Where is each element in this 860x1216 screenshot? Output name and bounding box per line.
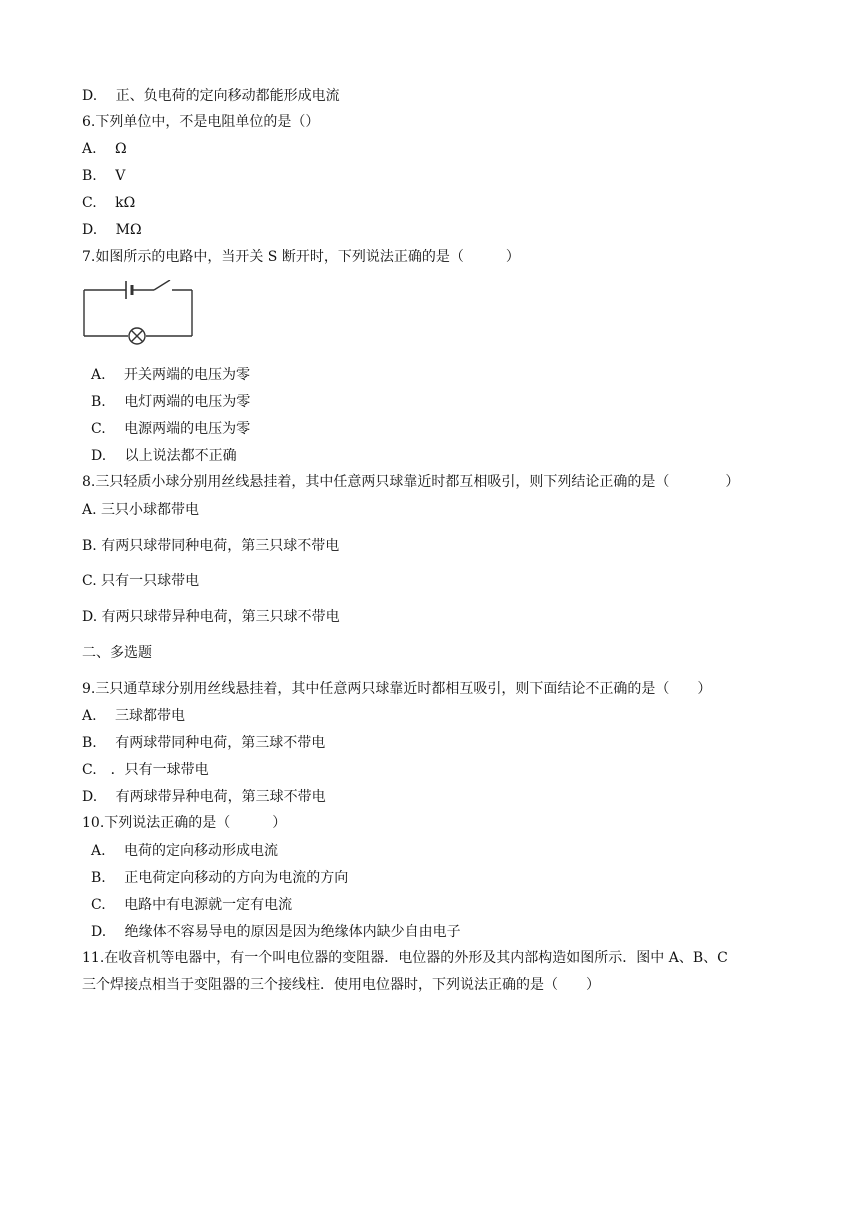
battery-icon [126,281,132,299]
q10-option-a: A. 电荷的定向移动形成电流 [91,843,279,859]
q10-option-b: B. 正电荷定向移动的方向为电流的方向 [91,870,349,886]
section-heading-multiple-choice: 二、多选题 [82,645,152,661]
q7-option-d: D. 以上说法都不正确 [91,448,237,464]
q9-stem: 9.三只通草球分别用丝线悬挂着，其中任意两只球靠近时都相互吸引，则下面结论不正确的是（ ） [82,681,712,697]
q8-option-a: A. 三只小球都带电 [82,502,200,518]
q7-option-a: A. 开关两端的电压为零 [91,367,251,383]
q10-stem: 10.下列说法正确的是（ ） [82,815,287,831]
q9-option-b: B. 有两球带同种电荷，第三球不带电 [82,735,326,751]
q6-option-c: C. kΩ [82,195,136,211]
q7-option-b: B. 电灯两端的电压为零 [91,394,251,410]
q10-option-d: D. 绝缘体不容易导电的原因是因为绝缘体内缺少自由电子 [91,924,461,940]
q6-option-b: B. V [82,168,126,184]
q9-option-c: C. ．只有一球带电 [82,762,209,778]
q6-option-d: D. MΩ [82,222,142,238]
q8-option-b: B. 有两只球带同种电荷，第三只球不带电 [82,538,340,554]
q8-stem: 8.三只轻质小球分别用丝线悬挂着，其中任意两只球靠近时都互相吸引，则下列结论正确的是（ ） [82,474,740,490]
q7-option-c: C. 电源两端的电压为零 [91,421,251,437]
circuit-diagram [82,280,196,346]
q10-option-c: C. 电路中有电源就一定有电流 [91,897,293,913]
q8-option-c: C. 只有一只球带电 [82,573,200,589]
q9-option-d: D. 有两球带异种电荷，第三球不带电 [82,789,326,805]
lamp-icon [129,328,145,344]
q5-option-d: D. 正、负电荷的定向移动都能形成电流 [82,88,340,104]
q7-stem: 7.如图所示的电路中，当开关 S 断开时，下列说法正确的是（ ） [82,249,520,265]
q9-option-a: A. 三球都带电 [82,708,186,724]
q11-stem-line-1: 11.在收音机等电器中，有一个叫电位器的变阻器．电位器的外形及其内部构造如图所示．图中 A、B、C [82,950,728,966]
q8-option-d: D. 有两只球带异种电荷，第三只球不带电 [82,609,340,625]
q6-option-a: A. Ω [82,141,127,157]
q11-stem-line-2: 三个焊接点相当于变阻器的三个接线柱．使用电位器时，下列说法正确的是（ ） [82,977,600,993]
q6-stem: 6.下列单位中，不是电阻单位的是（） [82,114,320,130]
